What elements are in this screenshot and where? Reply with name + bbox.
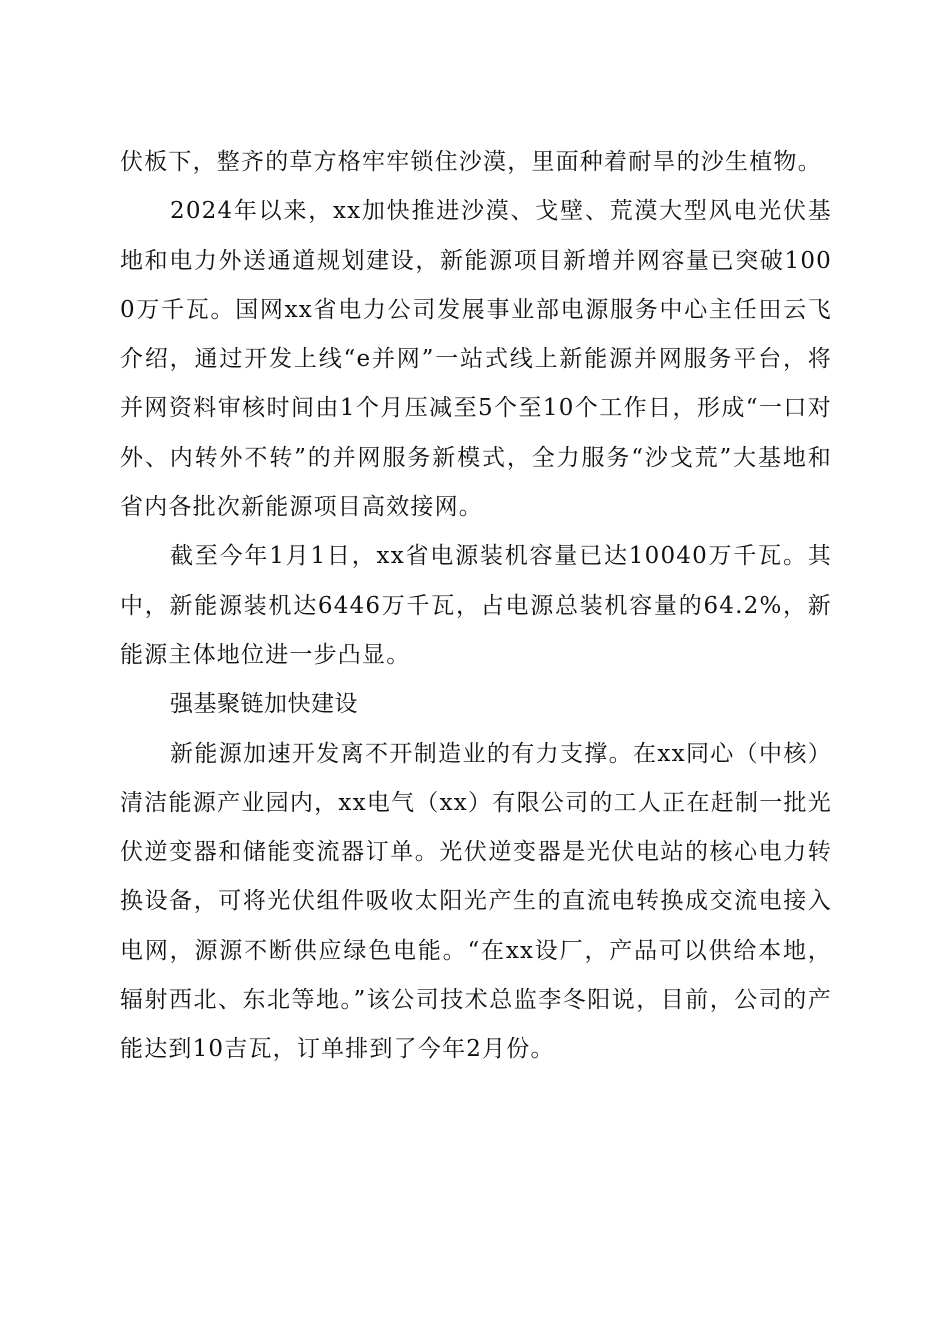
section-heading: 强基聚链加快建设 xyxy=(170,691,358,718)
paragraph-continued: 伏板下，整齐的草方格牢牢锁住沙漠，里面种着耐旱的沙生植物。 xyxy=(120,149,822,175)
paragraph-installed-capacity: 截至今年1月1日，xx省电源装机容量已达10040万千瓦。其中，新能源装机达6446万千瓦，占电源总装机容量的64.2%，新能源主体地位进一步凸显。 xyxy=(120,543,832,668)
paragraph-manufacturing: 新能源加速开发离不开制造业的有力支撑。在xx同心（中核）清洁能源产业园内，xx电气（xx）有限公司的工人正在赶制一批光伏逆变器和储能变流器订单。光伏逆变器是光伏电站的核心电力转换设备，可将光伏组件吸收太阳光产生的直流电转换成交流电接入电网，源源不断供应绿色电能。“在xx设厂，产品可以供给本地，辐射西北、东北等地。”该公司技术总监李冬阳说，目前，公司的产能达到10吉瓦，订单排到了今年2月份。 xyxy=(120,740,832,1063)
document-body xyxy=(120,138,832,1075)
paragraph-grid-connection: 2024年以来，xx加快推进沙漠、戈壁、荒漠大型风电光伏基地和电力外送通道规划建设，新能源项目新增并网容量已突破1000万千瓦。国网xx省电力公司发展事业部电源服务中心主任田云飞介绍，通过开发上线“e并网”一站式线上新能源并网服务平台，将并网资料审核时间由1个月压减至5个至10个工作日，形成“一口对外、内转外不转”的并网服务新模式，全力服务“沙戈荒”大基地和省内各批次新能源项目高效接网。 xyxy=(120,198,832,521)
